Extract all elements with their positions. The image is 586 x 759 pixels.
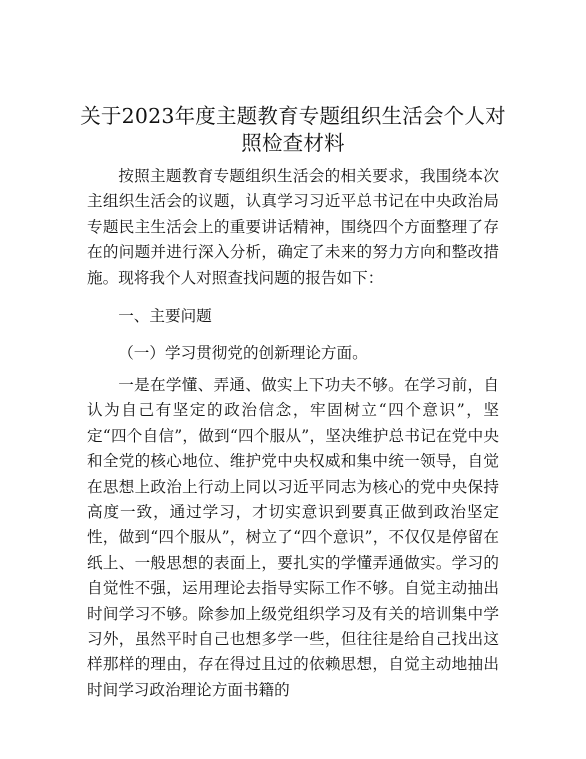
intro-paragraph: 按照主题教育专题组织生活会的相关要求，我围绕本次主组织生活会的议题，认真学习习近平总书记在中央政治局专题民主生活会上的重要讲话精神，围绕四个方面整理了存在的问题并进行深入分析，确定了未来的努力方向和整改措施。现将我个人对照查找问题的报告如下： bbox=[87, 167, 499, 287]
body-paragraph: 一是在学懂、弄通、做实上下功夫不够。在学习前，自认为自己有坚定的政治信念，牢固树立“四个意识”，坚定“四个自信”，做到“四个服从”，坚决维护总书记在党中央和全党的核心地位、维护党中央权威和集中统一领导，自觉在思想上政治上行动上同以习近平同志为核心的党中央保持高度一致，通过学习，才切实意识到要真正做到政治坚定性，做到“四个服从”，树立了“四个意识”，不仅仅是停留在纸上、一般思想的表面上，要扎实的学懂弄通做实。学习的自觉性不强，运用理论去指导实际工作不够。自觉主动抽出时间学习不够。除参加上级党组织学习及有关的培训集中学习外，虽然平时自己也想多学一些，但往往是给自己找出这样那样的理由，存在得过且过的依赖思想，自觉主动地抽出时间学习政治理论方面书籍的 bbox=[87, 376, 499, 699]
subsection-heading: （一）学习贯彻党的创新理论方面。 bbox=[118, 344, 368, 362]
document-title: 关于2023年度主题教育专题组织生活会个人对照检查材料 bbox=[80, 104, 506, 155]
section-heading: 一、主要问题 bbox=[118, 307, 212, 325]
